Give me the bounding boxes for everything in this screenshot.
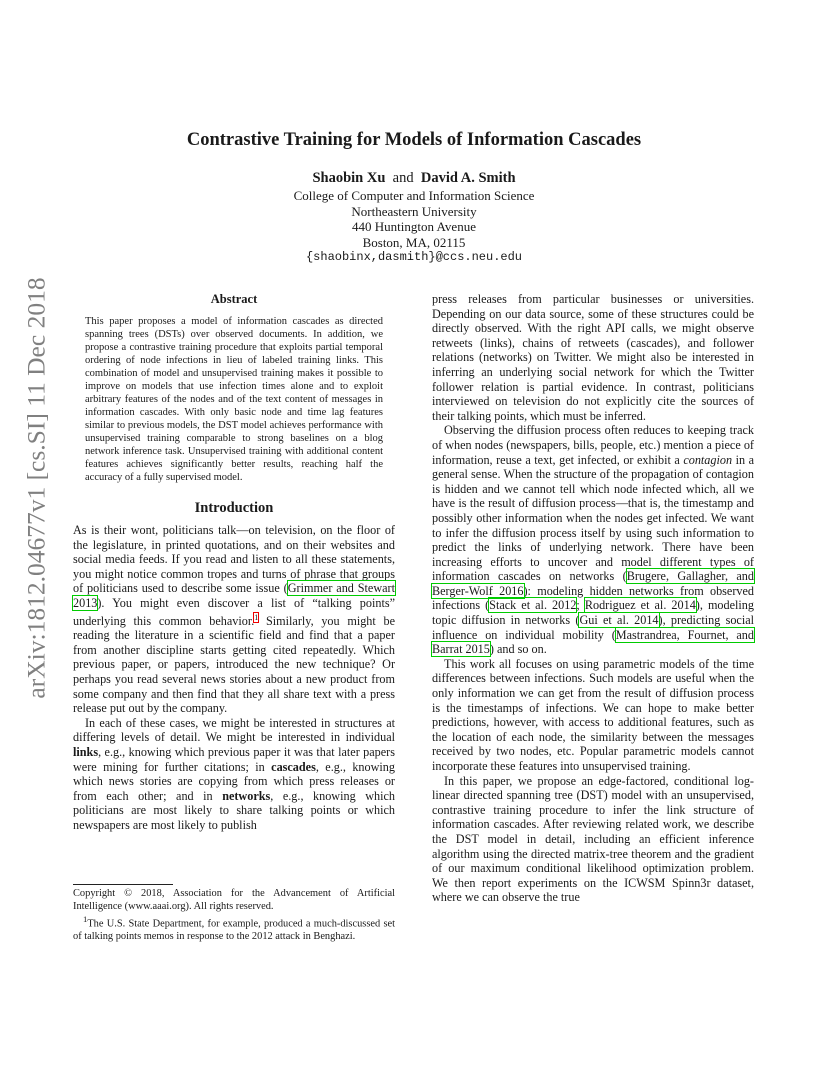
right-paragraph-1: press releases from particular businesses or universities. Depending on our data source, some of these structures could be directly observed. With the right API calls, we might observe retweets (links), chains of retweets (cascades), and follower relations (networks) on Twitter. We might also be interested in inferring an underlying social network for which the Twitter follower relation is partial evidence. In contrast, politicians interviewed on television do not explicitly cite the sources of their talking points, which must be inferred.	[432, 292, 754, 423]
citation-link[interactable]: Rodriguez et al. 2014	[584, 598, 696, 613]
bold-term-cascades: cascades	[271, 759, 316, 774]
arxiv-identifier-text: arXiv:1812.04677v1 [cs.SI] 11 Dec 2018	[22, 277, 51, 699]
text-run: ). You might even discover a list of “talking points” underlying this common behavior.	[73, 595, 395, 628]
abstract-heading: Abstract	[210, 292, 258, 306]
intro-paragraph-1	[73, 523, 395, 716]
affiliation-line: 440 Huntington Avenue	[352, 219, 476, 234]
citation-link[interactable]: Stack et al. 2012	[489, 598, 577, 613]
abstract-text: This paper proposes a model of information cascades as directed spanning trees (DSTs) over observed documents. In addition, we propose a contrastive training procedure that exploits partial temporal ordering of node infections in lieu of labeled training links. This combination of model and unsupervised training makes it possible to improve on models that use infection times alone and to exploit arbitrary features of the nodes and of the text content of messages in information cascades. With only basic node and time lag features similar to previous models, the DST model achieves performance with unsupervised training comparable to strong baselines on a blog network inference task. Unsupervised training with additional content features achieves significantly better results, reaching half the accuracy of a fully supervised model.	[85, 316, 383, 483]
text-run: Similarly, you might be reading the literature in a scientific field and find that a paper from another discipline starts getting cited repeatedly. Which previous paper, or papers, introduced the new technique? Or perhaps you read several news stories about a new product from some company and then find that they all share text with a press release put out by the company.	[73, 613, 396, 716]
citation-link[interactable]: Brugere, Gallagher, and Berger-Wolf 2016	[432, 569, 754, 598]
text-run: As is their wont, politicians talk—on television, on the floor of the legislature, in printed quotations, and on their websites and social media feeds. If you read and listen to all these statements, you might notice common tropes and turns of phrase that groups of politicians used to describe some issue (	[73, 523, 395, 596]
text-run: ;	[576, 598, 585, 613]
bold-term-links: links	[73, 744, 99, 759]
footnote-text: The U.S. State Department, for example, produced a much-discussed set of talking points memos in response to the 2012 attack in Benghazi.	[73, 918, 395, 943]
text-run: ), predicting social influence on individual mobility (	[432, 613, 755, 642]
affiliation-line: Northeastern University	[351, 203, 477, 219]
intro-paragraph-2	[73, 716, 395, 833]
right-paragraph-3: This work all focuses on using parametric models of the time differences between infections. Such models are useful when the only information we can get from the result of diffusion process is the timestamps of infections. We can hope to make better predictions, however, with access to additional features, such as the location of each node, the similarity between the messages received by two nodes, etc. Popular parametric models cannot incorporate these features into unsupervised training.	[432, 656, 754, 773]
text-run: ), modeling topic diffusion in networks (	[432, 598, 754, 628]
left-column	[73, 292, 395, 833]
citation-link[interactable]: Gui et al. 2014	[579, 613, 659, 628]
text-run: in a general sense. When the structure of the propagation of contagion is hidden and we cannot tell which node infected which, all we have is the result of diffusion process—that is, the timestamp and possibly other information when the nodes get infected. We want to infer the diffusion process itself by using such information to predict the links of underlying network. There have been increasing efforts to uncover and model different types of information cascades on networks (	[432, 452, 755, 584]
citation-link[interactable]: Grimmer and Stewart 2013	[73, 581, 395, 610]
footnotes-block	[73, 884, 395, 944]
text-run: ): modeling hidden networks from observed infections (	[432, 583, 754, 613]
text-run: , e.g., knowing which news stories are copying from which press releases or from each other; and in	[73, 759, 395, 803]
author-conjunction: and	[392, 170, 414, 186]
copyright-notice: Copyright © 2018, Association for the Advancement of Artificial Intelligence (www.aaai.org). All rights reserved.	[73, 888, 395, 912]
citation-link[interactable]: Mastrandrea, Fournet, and Barrat 2015	[432, 627, 754, 657]
text-run: In each of these cases, we might be interested in structures at differing levels of detail. We might be interested in individual	[73, 715, 395, 745]
text-run: , e.g., knowing which politicians are most likely to share talking points or which newspapers are most likely to publish	[73, 788, 395, 832]
footnote-1	[73, 913, 395, 944]
text-run: ) and so on.	[489, 642, 547, 657]
author-email: {shaobinx,dasmith}@ccs.neu.edu	[305, 250, 523, 264]
text-run: , e.g., knowing which previous paper it was that later papers were mining for further citations; in	[73, 744, 395, 774]
author-line	[0, 170, 828, 187]
arxiv-identifier-stamp	[22, 277, 52, 699]
bold-term-networks: networks	[222, 788, 271, 803]
italic-term-contagion: contagion	[683, 452, 733, 467]
paper-title: Contrastive Training for Models of Information Cascades	[186, 130, 642, 150]
affiliation-line: College of Computer and Information Science	[293, 188, 535, 203]
affiliation-line: Boston, MA, 02115	[362, 234, 466, 250]
right-paragraph-2	[432, 423, 754, 657]
author-first: Shaobin Xu	[312, 170, 386, 186]
right-column	[432, 292, 754, 905]
affiliation-block	[0, 188, 828, 266]
right-paragraph-4: In this paper, we propose an edge-factored, conditional log-linear directed spanning tree (DST) model with an unsupervised, contrastive training procedure to infer the link structure of information cascades. After reviewing related work, we describe the DST model in detail, including an efficient inference algorithm using the directed matrix-tree theorem and the gradient of our maximum conditional likelihood optimization problem. We then report experiments on the ICWSM Spinn3r dataset, where we can observe the true	[432, 773, 754, 905]
introduction-heading: Introduction	[194, 500, 274, 516]
footnote-rule	[73, 884, 173, 885]
author-second: David A. Smith	[420, 170, 516, 186]
text-run: Observing the diffusion process often reduces to keeping track of when nodes (newspapers, bills, people, etc.) mention a piece of information, reuse a text, get infected, or exhibit a	[432, 423, 754, 467]
footnote-mark: 1	[83, 914, 88, 925]
footnote-ref-link[interactable]: 1	[254, 612, 259, 622]
